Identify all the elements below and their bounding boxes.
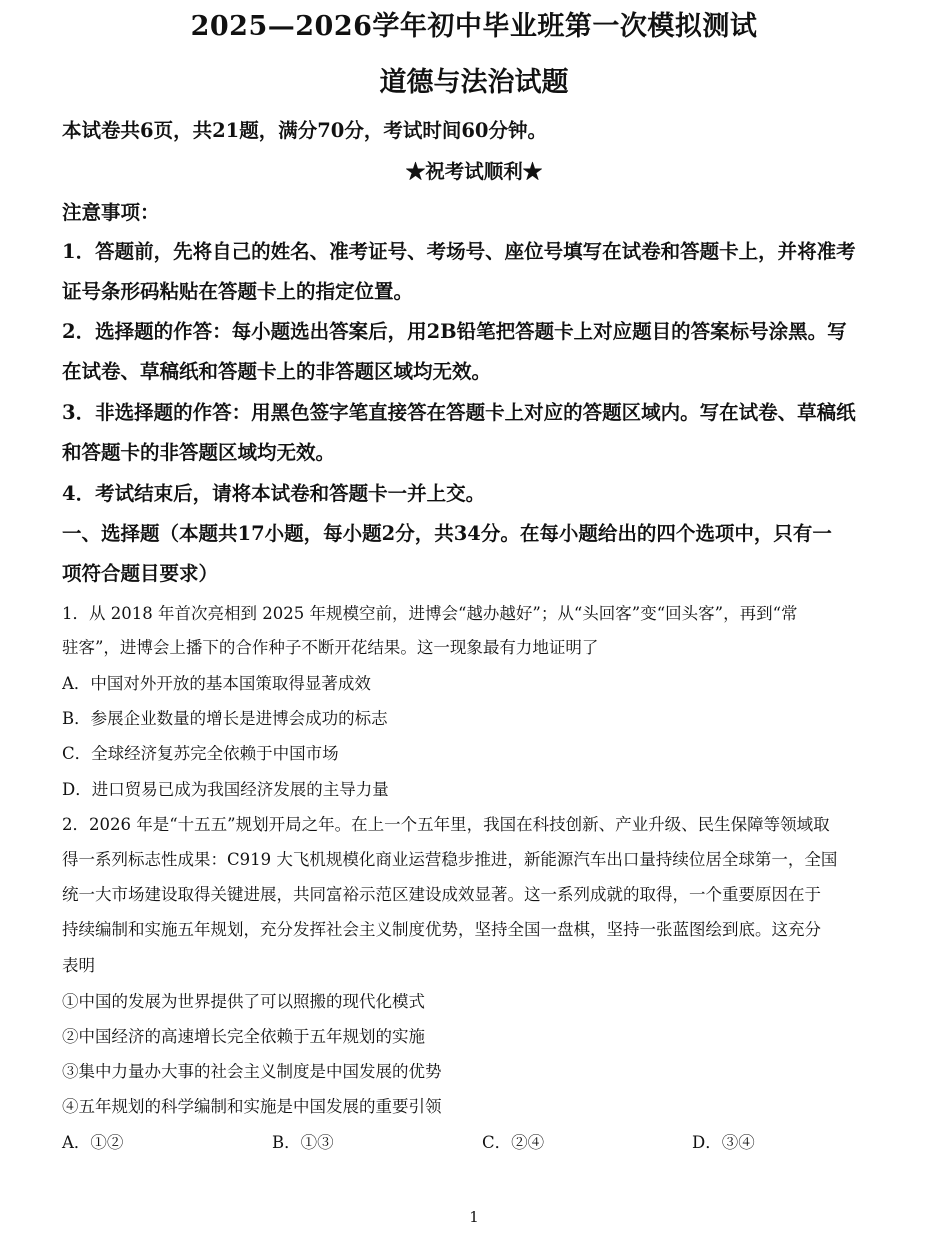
q2-stem-line-3: 统一大市场建设取得关键进展，共同富裕示范区建设成效显著。这一系列成就的取得，一个重要原因在于 (62, 885, 821, 904)
q2-option-c: C．②④ (482, 1133, 545, 1152)
q1-option-d: D．进口贸易已成为我国经济发展的主导力量 (62, 780, 389, 799)
q2-stem-line-2: 得一系列标志性成果：C919 大飞机规模化商业运营稳步推进，新能源汽车出口量持续位居全球第一，全国 (62, 850, 838, 869)
q2-statement-2: ②中国经济的高速增长完全依赖于五年规划的实施 (62, 1027, 425, 1046)
q2-option-a: A．①② (62, 1133, 124, 1152)
section-heading-line-2: 项符合题目要求） (62, 562, 219, 585)
notice-item-1-line-2: 证号条形码粘贴在答题卡上的指定位置。 (62, 280, 414, 303)
q2-option-b: B．①③ (272, 1133, 334, 1152)
notice-item-1-line-1: 1．答题前，先将自己的姓名、准考证号、考场号、座位号填写在试卷和答题卡上，并将准考 (62, 240, 856, 263)
q2-stem-line-5: 表明 (62, 956, 95, 975)
q1-option-b: B．参展企业数量的增长是进博会成功的标志 (62, 709, 388, 728)
page-number: 1 (469, 1208, 479, 1226)
notice-item-2-line-1: 2．选择题的作答：每小题选出答案后，用2B铅笔把答题卡上对应题目的答案标号涂黑。写 (62, 320, 847, 343)
exam-summary: 本试卷共6页，共21题，满分70分，考试时间60分钟。 (62, 119, 547, 142)
notice-item-3-line-2: 和答题卡的非答题区域均无效。 (62, 441, 336, 464)
q1-option-a: A．中国对外开放的基本国策取得显著成效 (62, 674, 371, 693)
q2-stem-line-4: 持续编制和实施五年规划，充分发挥社会主义制度优势，坚持全国一盘棋，坚持一张蓝图绘到底。这充分 (62, 920, 821, 939)
notice-item-3-line-1: 3．非选择题的作答：用黑色签字笔直接答在答题卡上对应的答题区域内。写在试卷、草稿纸 (62, 401, 856, 424)
q2-statement-3: ③集中力量办大事的社会主义制度是中国发展的优势 (62, 1062, 442, 1081)
q1-stem-line-2: 驻客”，进博会上播下的合作种子不断开花结果。这一现象最有力地证明了 (62, 638, 599, 657)
q1-option-c: C．全球经济复苏完全依赖于中国市场 (62, 744, 339, 763)
q1-stem-line-1: 1．从 2018 年首次亮相到 2025 年规模空前，进博会“越办越好”；从“头回客”变“回头客”，再到“常 (62, 604, 798, 623)
q2-statement-4: ④五年规划的科学编制和实施是中国发展的重要引领 (62, 1097, 442, 1116)
q2-statement-1: ①中国的发展为世界提供了可以照搬的现代化模式 (62, 992, 425, 1011)
q2-stem-line-1: 2．2026 年是“十五五”规划开局之年。在上一个五年里，我国在科技创新、产业升级、民生保障等领域取 (62, 815, 830, 834)
notice-heading: 注意事项： (62, 201, 160, 224)
notice-item-4: 4．考试结束后，请将本试卷和答题卡一并上交。 (62, 482, 486, 505)
section-heading-line-1: 一、选择题（本题共17小题，每小题2分，共34分。在每小题给出的四个选项中，只有一 (62, 522, 832, 545)
subject-title: 道德与法治试题 (379, 67, 569, 98)
exam-title: 2025—2026学年初中毕业班第一次模拟测试 (190, 11, 758, 42)
q2-option-d: D．③④ (692, 1133, 755, 1152)
notice-item-2-line-2: 在试卷、草稿纸和答题卡上的非答题区域均无效。 (62, 360, 492, 383)
good-luck-wish: ★祝考试顺利★ (405, 160, 543, 183)
